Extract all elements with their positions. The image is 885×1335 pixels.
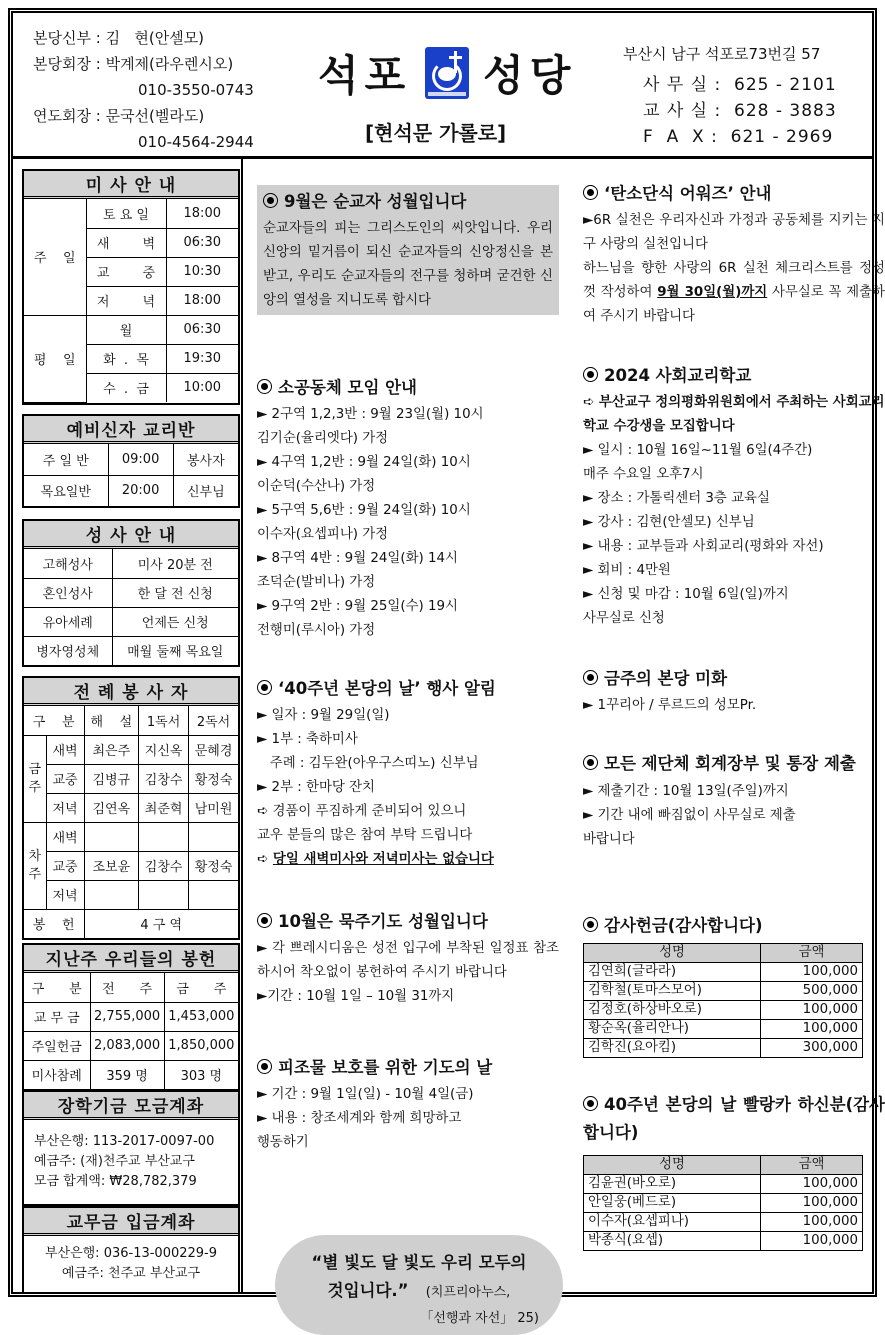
scholarship-holder: 예금주: (재)천주교 부산교구 xyxy=(34,1154,195,1169)
radio-bullet-icon xyxy=(257,913,272,928)
radio-bullet-icon xyxy=(263,193,278,208)
article-creation: 피조물 보호를 위한 기도의 날 ► 기간 : 9월 1일(일) - 10월 4일(금) ► 내용 : 창조세계와 함께 희망하고 행동하기 xyxy=(257,1058,493,1150)
arrow-right-icon: ➪ xyxy=(257,852,269,867)
page-title xyxy=(318,43,576,103)
article-social-doctrine: 2024 사회교리학교 ➪ 부산교구 정의평화위원회에서 주최하는 사회교리학교 수강생을 모집합니다 ► 일시 : 10월 16일~11월 6일(4주간) 매주 수요일 오후7시 ► 장소 : 가톨릭센터 3층 교육실 ► 강사 : 김현(안셀모) 신부님 ► 내용 : 교부들과 사회교리(평화와 자선) ► 회비 : 4만원 ► 신청 및 마감 : 10월 6일(일)까지 사무실로 신청 xyxy=(583,366,885,626)
article-rosary: 10월은 묵주기도 성월입니다 ► 각 쁘레시디움은 성전 입구에 부착된 일정표 참조하시어 착오없이 봉헌하여 주시기 바랍니다 ►기간 : 10월 1일 – 10월 31까지 xyxy=(257,912,559,1004)
page-frame xyxy=(8,8,885,1326)
lit-phone: 010-4564-2944 xyxy=(138,133,254,151)
radio-bullet-icon xyxy=(583,367,598,382)
thanks-offering-table: 성명 금액 김연희(글라라) 100,000 김학철(토마스모어) 500,000 김정호(하상바오로) 100,000 황순옥(율리안나) 100,000 김학진(요아킴) 300,000 xyxy=(583,943,863,1058)
radio-bullet-icon xyxy=(257,1059,272,1074)
radio-bullet-icon xyxy=(583,670,598,685)
left-sidebar xyxy=(13,159,243,1292)
phone-office: 사 무 실 : 625 - 2101 xyxy=(643,75,837,95)
scholarship-bank: 부산은행: 113-2017-0097-00 xyxy=(34,1134,215,1149)
lit-name: 문국선(벨라도) xyxy=(105,107,205,125)
radio-bullet-icon xyxy=(583,917,598,932)
chair-label: 본당회장 : xyxy=(33,55,101,73)
offerings-box: 지난주 우리들의 봉헌 구 분 전 주 금 주 교 무 금 2,755,000 1,453,000 주일헌금 2,083,000 1,850,000 미사참례 359 명 303 명 xyxy=(22,943,240,1091)
pastor-name: 김 현(안셀모) xyxy=(105,29,205,47)
contact-info xyxy=(623,43,837,150)
radio-bullet-icon xyxy=(583,755,598,770)
title-left: 석포 xyxy=(318,51,412,100)
middle-column xyxy=(245,159,565,1326)
phone-fax: F A X : 621 - 2969 xyxy=(643,127,834,147)
catechumen-box: 예비신자 교리반 주 일 반 09:00 봉사자 목요일반 20:00 신부님 xyxy=(22,414,240,508)
article-flowers: 금주의 본당 미화 ► 1꾸리아 / 루르드의 성모Pr. xyxy=(583,669,757,713)
dues-bank: 부산은행: 036-13-000229-9 xyxy=(44,1246,218,1261)
article-ledger: 모든 제단체 회계장부 및 통장 제출 ► 제출기간 : 10월 13일(주일)까지 ► 기간 내에 빠짐없이 사무실로 제출 바랍니다 xyxy=(583,754,856,847)
mass-schedule-box xyxy=(22,169,240,405)
radio-bullet-icon xyxy=(583,1096,598,1111)
carbon-deadline: 9월 30일(월)까지 xyxy=(657,285,768,300)
radio-bullet-icon xyxy=(257,379,272,394)
phone-teacher: 교 사 실 : 628 - 3883 xyxy=(643,101,837,121)
bread-donor-table: 성명 금액 김윤권(바오로) 100,000 안일웅(베드로) 100,000 이수자(요셉피나) 100,000 박종식(요셉) 100,000 xyxy=(583,1155,863,1251)
title-right: 성당 xyxy=(483,51,577,100)
radio-bullet-icon xyxy=(583,185,598,200)
dues-holder: 예금주: 천주교 부산교구 xyxy=(61,1266,201,1281)
mass-schedule-title: 미 사 안 내 xyxy=(24,171,238,199)
lit-label: 연도회장 : xyxy=(33,107,101,125)
chair-phone: 010-3550-0743 xyxy=(138,81,254,99)
right-column xyxy=(571,159,885,1292)
bulletin-header xyxy=(13,13,872,159)
radio-bullet-icon xyxy=(257,680,272,695)
chair-name: 박계제(라우렌시오) xyxy=(105,55,234,73)
mass-schedule-table: 주 일 토 요 일 18:00 새 벽 06:30 교 중 10:30 저 녁 18:00 평 일 월 06:30 화 . 목 19:30 수 . 금 10:00 xyxy=(24,199,238,403)
article-thanks-offering: 감사헌금(감사합니다) 성명 금액 김연희(글라라) 100,000 김학철(토마스모어) 500,000 김정호(하상바오로) 100,000 황순옥(율리안나) 100,000 김학진(요아킴) 300,000 xyxy=(583,913,885,1058)
scholarship-total: 모금 합계액: ₩28,782,379 xyxy=(34,1174,197,1189)
article-small-community: 소공동체 모임 안내 ► 2구역 1,2,3반 : 9월 23일(월) 10시 김기순(율리엣다) 가정 ► 4구역 1,2반 : 9월 24일(화) 10시 이순덕(수산나) 가정 ► 5구역 5,6반 : 9월 24일(화) 10시 이수자(요셉피나) 가정 ► 8구역 4반 : 9월 24일(화) 14시 조덕순(발비나) 가정 ► 9구역 2반 : 9월 25일(수) 19시 전행미(루시아) 가정 xyxy=(257,378,484,638)
quote-bubble: “별 빛도 달 빛도 우리 모두의 것입니다.” (치프리아누스, 「선행과 자선」 25) xyxy=(275,1235,563,1335)
no-mass-notice: 당일 새벽미사와 저녁미사는 없습니다 xyxy=(272,852,494,867)
patron-subtitle: [현석문 가롤로] xyxy=(365,121,507,145)
sacraments-box: 성 사 안 내 고해성사 미사 20분 전 혼인성사 한 달 전 신청 유아세례 언제든 신청 병자영성체 매월 둘째 목요일 xyxy=(22,519,240,667)
parish-logo-icon xyxy=(425,47,469,99)
article-carbon-fast: ‘탄소단식 어워즈’ 안내 ►6R 실천은 우리자신과 가정과 공동체를 지키는 지구 사랑의 실천입니다 하느님을 향한 사랑의 6R 실천 체크리스트를 정성껏 작성하여 9월 30일(월)까지 사무실로 꼭 제출하여 주시기 바랍니다 xyxy=(583,184,885,324)
dues-account-box: 교무금 입금계좌 부산은행: 036-13-000229-9 예금주: 천주교 부산교구 xyxy=(22,1206,240,1294)
address: 부산시 남구 석포로73번길 57 xyxy=(623,45,821,63)
scholarship-account-box: 장학기금 모금계좌 부산은행: 113-2017-0097-00 예금주: (재)천주교 부산교구 모금 합계액: ₩28,782,379 xyxy=(22,1090,240,1206)
liturgy-ministers-box: 전 례 봉 사 자 구 분 해 설 1독서 2독서 금주 새벽 최은주 지신옥 문혜경 교중 김병규 김창수 황정숙 저녁 김연옥 최준혁 남미원 차주 새벽 교중 조보윤 김창수 황정숙 저녁 봉 헌 4 구 역 xyxy=(22,676,240,940)
parish-staff xyxy=(33,25,254,155)
article-bread-donors: 40주년 본당의 날 빨랑카 하신분(감사합니다) 성명 금액 김윤권(바오로) 100,000 안일웅(베드로) 100,000 이수자(요셉피나) 100,000 박종식(요셉) 100,000 xyxy=(583,1091,885,1251)
pastor-label: 본당신부 : xyxy=(33,29,101,47)
article-martyrs: 9월은 순교자 성월입니다 순교자들의 피는 그리스도인의 씨앗입니다. 우리 신앙의 밑거름이 되신 순교자들의 신앙정신을 본받고, 우리도 순교자들의 전구를 청하며 굳건한 신앙의 열성을 지니도록 합시다 xyxy=(257,185,559,315)
article-anniversary: ‘40주년 본당의 날’ 행사 알림 ► 일자 : 9월 29일(일) ► 1부 : 축하미사 주례 : 김두완(아우구스띠노) 신부님 ► 2부 : 한마당 잔치 ➪ 경품이 푸짐하게 준비되어 있으니 교우 분들의 많은 참여 부탁 드립니다 ➪ 당일 새벽미사와 저녁미사는 없습니다 xyxy=(257,679,496,867)
